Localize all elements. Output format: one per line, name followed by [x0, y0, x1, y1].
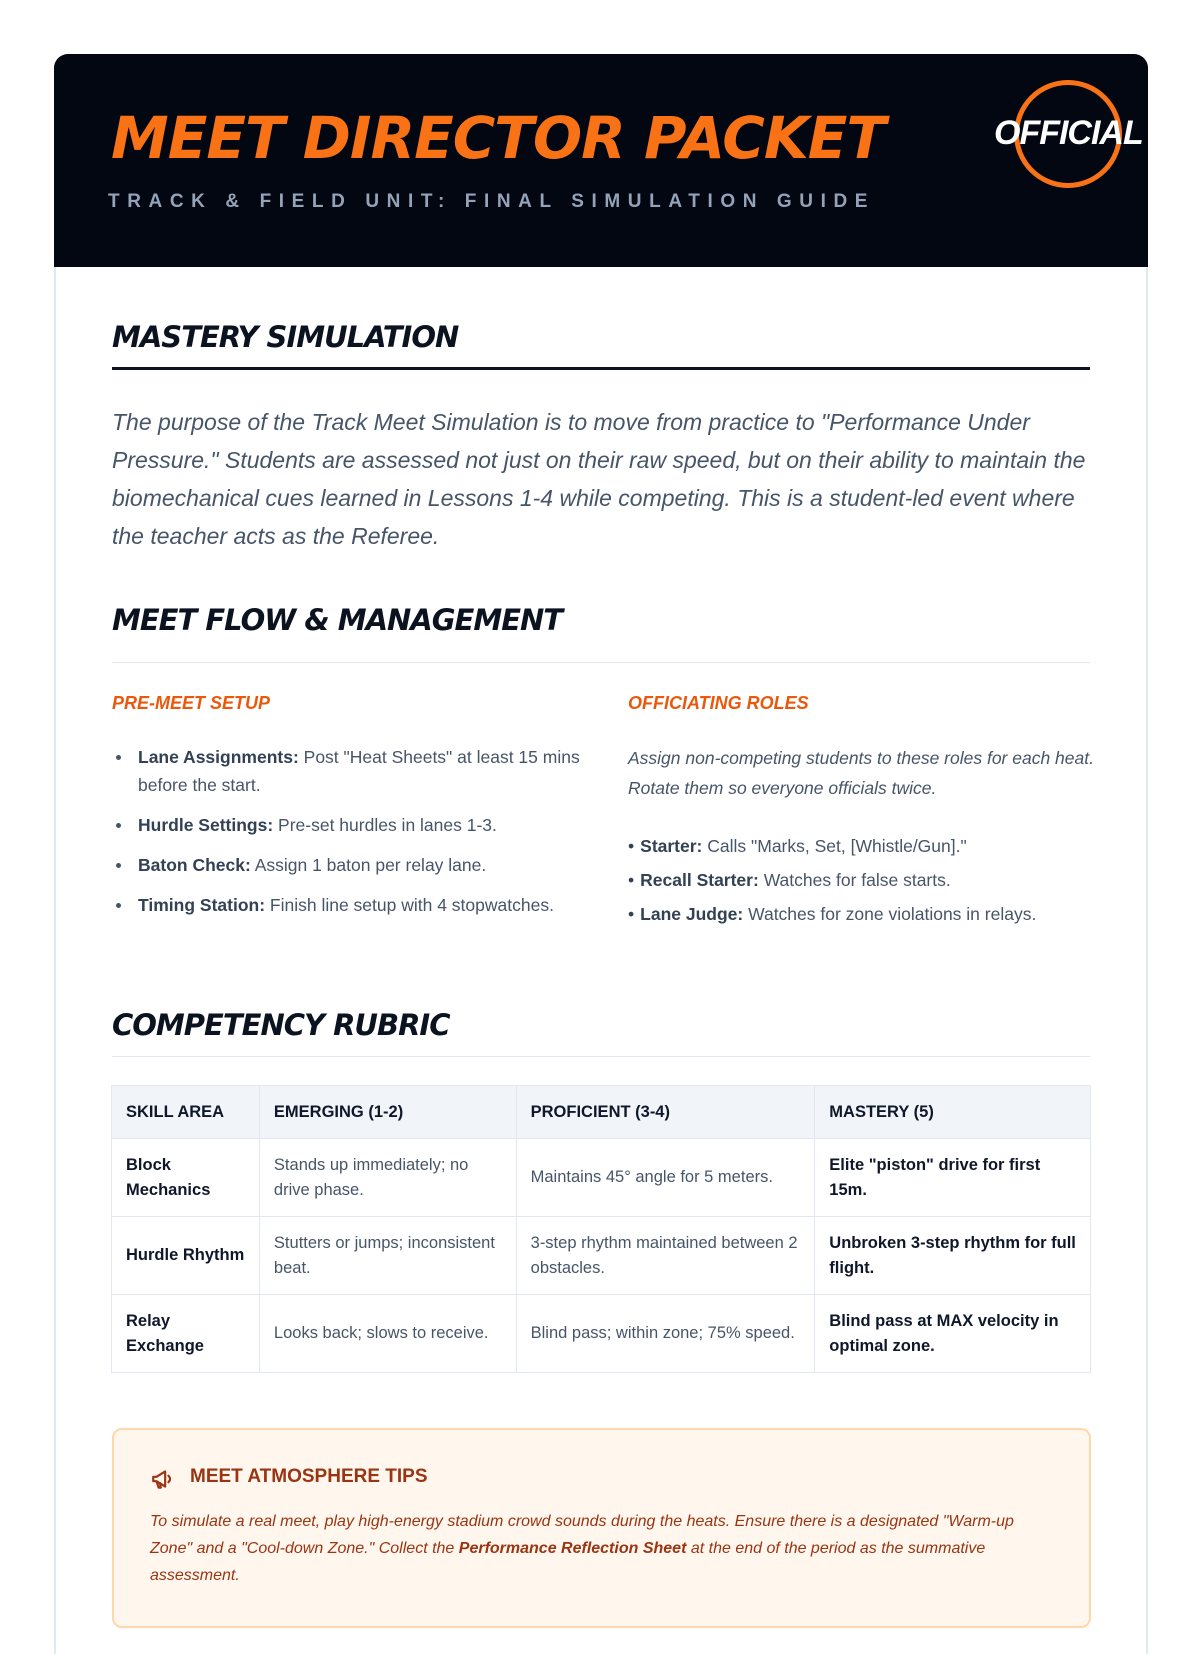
- official-stamp: OFFICIAL: [994, 114, 1143, 152]
- rubric-section-title: COMPETENCY RUBRIC: [112, 1008, 450, 1042]
- mastery-section-title: MASTERY SIMULATION: [112, 320, 459, 354]
- mastery-intro: The purpose of the Track Meet Simulation is to move from practice to "Performance Under Pressure." Students are assessed not just on their raw speed, but on their ability to maintain the biomechanical cues learned in Lessons 1-4 while competing. This is a student-led event where the teacher acts as the Referee.: [112, 409, 1086, 549]
- page-subtitle: TRACK & FIELD UNIT: FINAL SIMULATION GUIDE: [108, 191, 876, 212]
- officiating-roles-list: [628, 831, 1108, 933]
- list-item: • Lane Judge: Watches for zone violations in relays.: [628, 904, 1037, 924]
- proficient-cell: Maintains 45° angle for 5 meters.: [516, 1139, 815, 1217]
- rubric-divider: [112, 1056, 1090, 1057]
- table-row: [112, 1295, 1091, 1373]
- mastery-divider: [112, 367, 1090, 370]
- officiating-roles-title: OFFICIATING ROLES: [628, 693, 809, 713]
- packet-header: [54, 54, 1148, 267]
- list-item: Lane Assignments: Post "Heat Sheets" at least 15 mins before the start.: [112, 743, 582, 799]
- proficient-cell: 3-step rhythm maintained between 2 obstacles.: [516, 1217, 815, 1295]
- tips-body: To simulate a real meet, play high-energy stadium crowd sounds during the heats. Ensure there is a designated "Warm-up Zone" and a "Cool-down Zone." Collect the Performance Reflection Sheet at the end of the period as the summative assessment.: [150, 1513, 1014, 1584]
- emerging-cell: Looks back; slows to receive.: [259, 1295, 516, 1373]
- tips-title: MEET ATMOSPHERE TIPS: [190, 1466, 428, 1487]
- skill-cell: Relay Exchange: [112, 1295, 260, 1373]
- pre-meet-title: PRE-MEET SETUP: [112, 693, 271, 713]
- list-item: Hurdle Settings: Pre-set hurdles in lanes 1-3.: [112, 811, 582, 839]
- mastery-cell: Unbroken 3-step rhythm for full flight.: [815, 1217, 1091, 1295]
- officiating-roles-note: Assign non-competing students to these roles for each heat. Rotate them so everyone officials twice.: [628, 748, 1094, 798]
- meet-atmosphere-tips: [112, 1428, 1091, 1628]
- skill-cell: Hurdle Rhythm: [112, 1217, 260, 1295]
- competency-rubric-table: [111, 1085, 1091, 1373]
- list-item: • Recall Starter: Watches for false starts.: [628, 870, 951, 890]
- table-row: [112, 1139, 1091, 1217]
- table-row: [112, 1217, 1091, 1295]
- flow-divider: [112, 662, 1090, 663]
- column-header: PROFICIENT (3-4): [516, 1086, 815, 1139]
- mastery-cell: Elite "piston" drive for first 15m.: [815, 1139, 1091, 1217]
- column-header: EMERGING (1-2): [259, 1086, 516, 1139]
- list-item: Timing Station: Finish line setup with 4 stopwatches.: [112, 891, 582, 919]
- column-header: SKILL AREA: [112, 1086, 260, 1139]
- list-item: • Starter: Calls "Marks, Set, [Whistle/Gun].": [628, 836, 967, 856]
- mastery-cell: Blind pass at MAX velocity in optimal zone.: [815, 1295, 1091, 1373]
- emerging-cell: Stutters or jumps; inconsistent beat.: [259, 1217, 516, 1295]
- skill-cell: Block Mechanics: [112, 1139, 260, 1217]
- list-item: Baton Check: Assign 1 baton per relay lane.: [112, 851, 582, 879]
- proficient-cell: Blind pass; within zone; 75% speed.: [516, 1295, 815, 1373]
- flow-section-title: MEET FLOW & MANAGEMENT: [112, 603, 563, 637]
- pre-meet-list: [112, 743, 582, 931]
- table-header-row: [112, 1086, 1091, 1139]
- megaphone-icon: [150, 1466, 176, 1492]
- emerging-cell: Stands up immediately; no drive phase.: [259, 1139, 516, 1217]
- reflection-sheet-name: Performance Reflection Sheet: [458, 1540, 687, 1557]
- page-title: MEET DIRECTOR PACKET: [111, 104, 885, 172]
- column-header: MASTERY (5): [815, 1086, 1091, 1139]
